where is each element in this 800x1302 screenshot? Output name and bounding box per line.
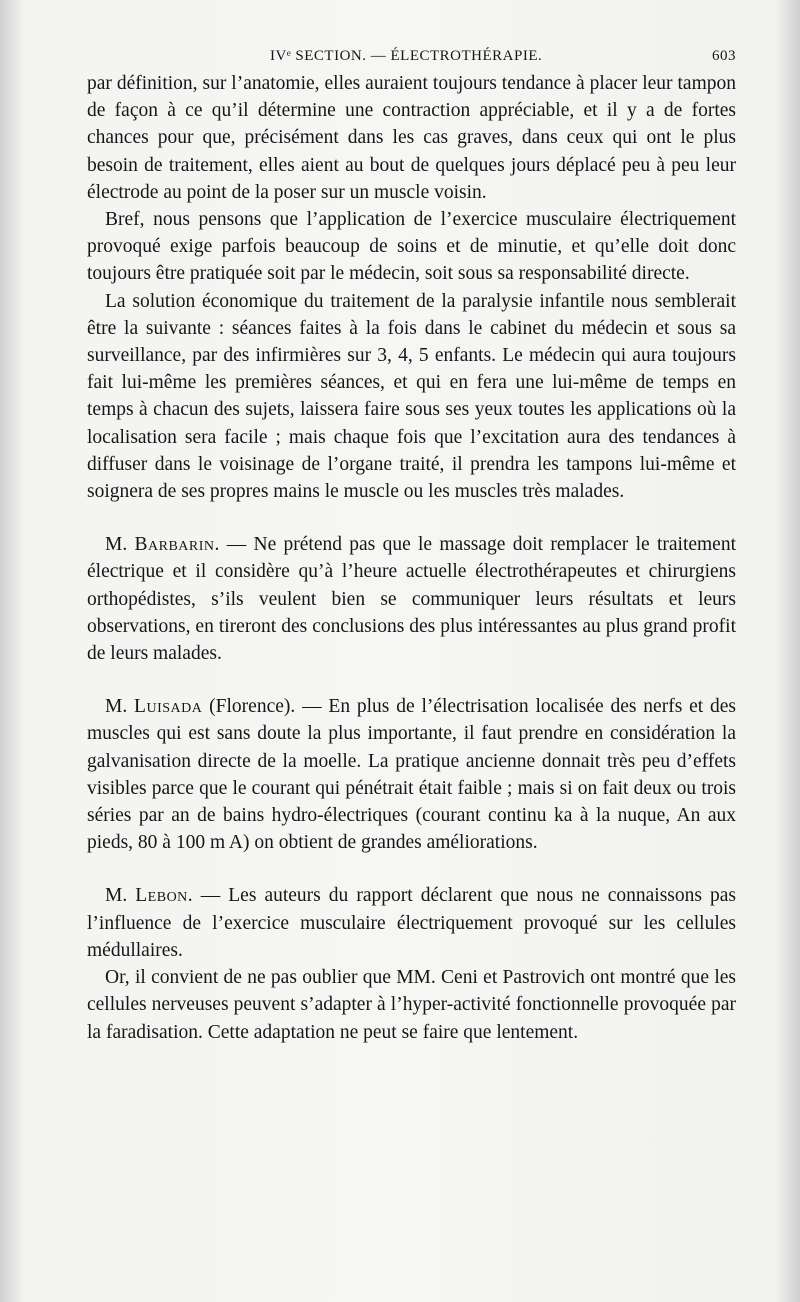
running-title: IVᵉ SECTION. — ÉLECTROTHÉRAPIE. [270, 48, 543, 64]
paragraph [87, 288, 736, 506]
paragraph [87, 206, 736, 288]
paragraph-text: Bref, nous pensons que l’application de l’exercice musculaire électriquement provoqué exige parfois beaucoup de soins et de minutie, et qu’elle doit donc toujours être pratiquée soit par le médecin, soit sous sa responsabilité directe. [87, 209, 736, 285]
page-header [87, 40, 736, 70]
speaker-prefix: M. [105, 534, 128, 556]
speaker-paragraph-lebon [87, 882, 736, 964]
speaker-name: Lebon [135, 885, 188, 907]
paragraph-text: La solution économique du traitement de la paralysie infantile nous semblerait être la suivante : séances faites à la fois dans le cabinet du médecin et sous sa surveillance, par des infirmières sur 3, 4, 5 enfants. Le médecin qui aura toujours fait lui-même les premières séances, et qui en fera une lui-même de temps en temps à chacun des sujets, laissera faire sous ses yeux toutes les applications où la localisation sera facile ; mais chaque fois que l’excitation aura des tendances à diffuser dans le voisinage de l’organe traité, il prendra les tampons lui-même et soignera de ses propres mains le muscle ou les muscles très malades. [87, 290, 736, 503]
paragraph-text: (Florence). — En plus de l’électrisation localisée des nerfs et des muscles qui est sans doute la plus importante, il faut prendre en considération la galvanisation directe de la moelle. La pratique ancienne donnait très peu d’effets visibles parce que le courant qui pénétrait était faible ; mais si on fait deux ou trois séries par an de bains hydro-électriques (courant continu ka à la nuque, An aux pieds, 80 à 100 m A) on obtient de grandes améliorations. [87, 696, 736, 854]
paragraph-text: par définition, sur l’anatomie, elles auraient toujours tendance à placer leur tampon de façon à ce qu’il détermine une contraction appréciable, et il y a de fortes chances pour que, précisément dans les cas graves, dans ceux qui ont le plus besoin de traitement, elles aient au bout de quelques jours déplacé peu à peu leur électrode au point de la poser sur un muscle voisin. [87, 73, 736, 203]
speaker-prefix: M. [105, 885, 128, 907]
body-text [87, 70, 736, 1046]
speaker-paragraph-barbarin [87, 531, 736, 667]
paragraph-text: . — Ne prétend pas que le massage doit remplacer le traitement électrique et il considère qu’à l’heure actuelle électrothérapeutes et chirurgiens orthopédistes, s’ils veulent bien se communiquer leurs résultats et leurs observations, en tireront des conclusions des plus intéressantes au plus grand profit de leurs malades. [87, 534, 737, 665]
speaker-paragraph-luisada [87, 693, 736, 856]
paragraph-text: . — Les auteurs du rapport déclarent que nous ne connaissons pas l’influence de l’exercice musculaire électriquement provoqué sur les cellules médullaires. [87, 885, 736, 961]
paragraph-continued [87, 70, 736, 206]
speaker-prefix: M. [105, 696, 128, 718]
speaker-name: Luisada [134, 696, 203, 718]
speaker-name: Barbarin [134, 534, 215, 556]
page-number: 603 [712, 48, 736, 64]
paragraph [87, 964, 736, 1046]
paragraph-text: Or, il convient de ne pas oublier que MM. Ceni et Pastrovich ont montré que les cellules nerveuses peuvent s’adapter à l’hyper-activité fonctionnelle provoquée par la faradisation. Cette adaptation ne peut se faire que lentement. [87, 967, 736, 1043]
